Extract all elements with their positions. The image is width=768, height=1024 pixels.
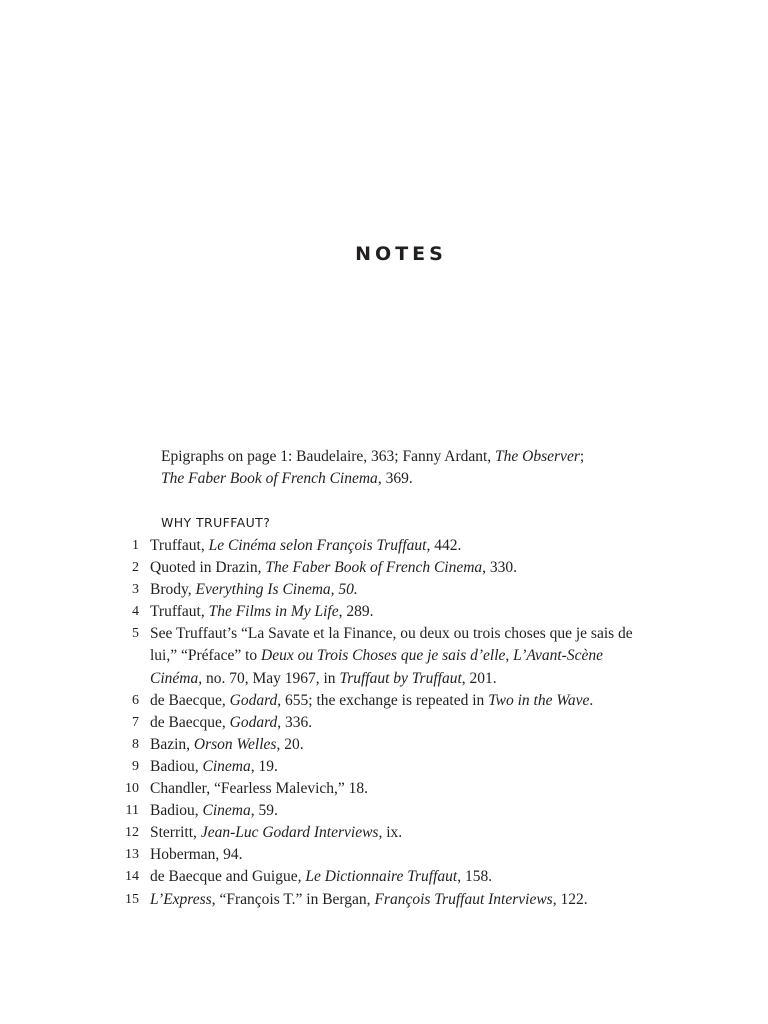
note-number: 6: [132, 692, 139, 708]
note-item: [120, 734, 680, 756]
note-number: 11: [125, 803, 139, 819]
note-item: [120, 557, 680, 579]
note-number: 12: [125, 825, 139, 841]
note-number: 3: [132, 582, 139, 598]
note-text: de Baecque and Guigue, Le Dictionnaire Truffaut, 158.: [150, 868, 493, 886]
epigraph-note: [161, 446, 661, 490]
note-text: Sterritt, Jean-Luc Godard Interviews, ix.: [150, 824, 403, 842]
note-item: [120, 756, 680, 778]
note-item: [120, 535, 680, 557]
epigraph-line-1: [161, 446, 661, 468]
note-text: de Baecque, Godard, 655; the exchange is repeated in Two in the Wave.: [150, 691, 594, 709]
note-text: Brody, Everything Is Cinema, 50.: [150, 581, 358, 599]
note-item: [120, 889, 680, 911]
notes-list: [120, 535, 680, 911]
note-number: 2: [132, 560, 139, 576]
note-item: [120, 866, 680, 888]
epigraph-text: , 369.: [377, 470, 413, 487]
note-text: Quoted in Drazin, The Faber Book of French Cinema, 330.: [150, 559, 518, 577]
note-item: [120, 712, 680, 734]
note-number: 5: [132, 626, 139, 642]
note-text: Truffaut, The Films in My Life, 289.: [150, 603, 374, 621]
note-text: Bazin, Orson Welles, 20.: [150, 735, 304, 753]
note-item: [120, 601, 680, 623]
section-heading: WHY TRUFFAUT?: [161, 515, 271, 530]
epigraph-title: The Observer: [495, 448, 580, 465]
note-number: 9: [132, 758, 139, 774]
note-item: [120, 800, 680, 822]
note-text: Hoberman, 94.: [150, 846, 243, 864]
epigraph-text: Epigraphs on page 1: Baudelaire, 363; Fanny Ardant,: [161, 448, 496, 465]
note-number: 15: [125, 891, 139, 907]
note-item: [120, 579, 680, 601]
note-text: de Baecque, Godard, 336.: [150, 713, 313, 731]
epigraph-text: ;: [579, 448, 585, 465]
note-text: Badiou, Cinema, 19.: [150, 757, 278, 775]
page-title: NOTES: [355, 243, 447, 265]
note-number: 14: [125, 869, 139, 885]
epigraph-line-2: [161, 468, 661, 490]
note-text: See Truffaut’s “La Savate et la Finance, ou deux ou trois choses que je sais de lui,” “Préface” to Deux ou Trois Choses que je sais d’elle, L’Avant-Scène Cinéma, no. 70, May 1967, in Truffaut by Truffaut, 201.: [150, 625, 633, 687]
epigraph-title: The Faber Book of French Cinema: [161, 470, 378, 487]
note-number: 1: [132, 538, 139, 553]
note-item: [120, 690, 680, 712]
note-number: 7: [132, 714, 139, 730]
note-text: Chandler, “Fearless Malevich,” 18.: [150, 780, 369, 798]
note-number: 13: [125, 847, 139, 863]
note-item: [120, 844, 680, 866]
note-text: L’Express, “François T.” in Bergan, François Truffaut Interviews, 122.: [150, 890, 588, 908]
note-item: [120, 778, 680, 800]
note-number: 8: [132, 736, 139, 752]
note-text: Truffaut, Le Cinéma selon François Truffaut, 442.: [150, 537, 462, 554]
note-item: [120, 623, 680, 689]
note-number: 10: [125, 781, 139, 797]
note-item: [120, 822, 680, 844]
note-number: 4: [132, 604, 139, 620]
note-text: Badiou, Cinema, 59.: [150, 802, 278, 820]
